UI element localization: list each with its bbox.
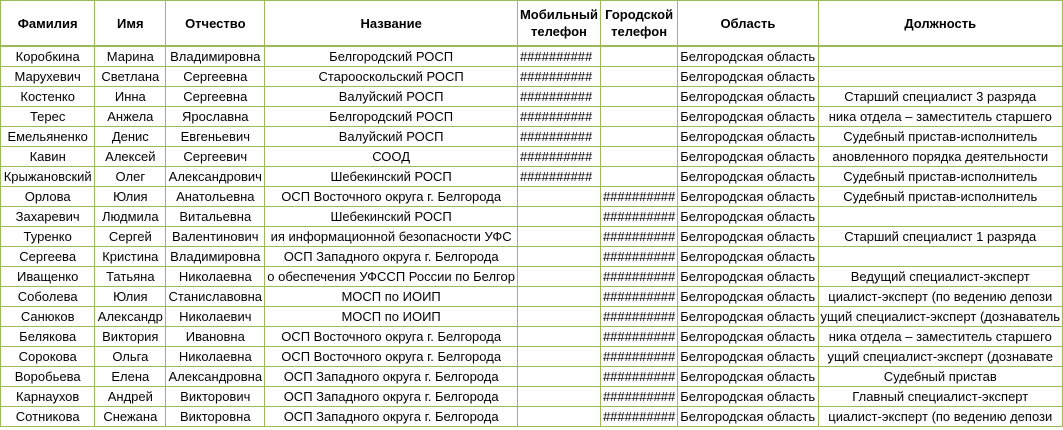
- mobile-phone-cell[interactable]: [517, 247, 600, 267]
- name-cell[interactable]: Денис: [95, 127, 166, 147]
- city-phone-cell[interactable]: ##########: [600, 367, 677, 387]
- region-cell[interactable]: Белгородская область: [678, 407, 818, 427]
- name-cell[interactable]: Алексей: [95, 147, 166, 167]
- position-cell[interactable]: циалист-эксперт (по ведению депози: [818, 407, 1062, 427]
- patronymic-cell[interactable]: Сергеевич: [166, 147, 265, 167]
- mobile-phone-cell[interactable]: ##########: [517, 67, 600, 87]
- mobile-phone-cell[interactable]: [517, 287, 600, 307]
- patronymic-cell[interactable]: Александровна: [166, 367, 265, 387]
- patronymic-cell[interactable]: Владимировна: [166, 247, 265, 267]
- table-row: [1, 287, 1063, 307]
- mobile-phone-cell[interactable]: ##########: [517, 127, 600, 147]
- city-phone-cell[interactable]: ##########: [600, 327, 677, 347]
- city-phone-cell[interactable]: ##########: [600, 307, 677, 327]
- header-cell[interactable]: Городской телефон: [600, 1, 677, 47]
- table-row: [1, 367, 1063, 387]
- table-row: [1, 327, 1063, 347]
- name-cell[interactable]: Елена: [95, 367, 166, 387]
- surname-cell[interactable]: Кавин: [1, 147, 95, 167]
- surname-cell[interactable]: Иващенко: [1, 267, 95, 287]
- name-cell[interactable]: Юлия: [95, 287, 166, 307]
- surname-cell[interactable]: Воробьева: [1, 367, 95, 387]
- name-cell[interactable]: Снежана: [95, 407, 166, 427]
- position-cell[interactable]: [818, 46, 1062, 67]
- position-cell[interactable]: ановленного порядка деятельности: [818, 147, 1062, 167]
- mobile-phone-cell[interactable]: ##########: [517, 87, 600, 107]
- header-row: [1, 1, 1063, 47]
- surname-cell[interactable]: Орлова: [1, 187, 95, 207]
- surname-cell[interactable]: Захаревич: [1, 207, 95, 227]
- name-cell[interactable]: Юлия: [95, 187, 166, 207]
- patronymic-cell[interactable]: Сергеевна: [166, 67, 265, 87]
- patronymic-cell[interactable]: Ярославна: [166, 107, 265, 127]
- patronymic-cell[interactable]: Николаевна: [166, 267, 265, 287]
- department-cell[interactable]: ОСП Восточного округа г. Белгорода: [265, 347, 518, 367]
- name-cell[interactable]: Анжела: [95, 107, 166, 127]
- city-phone-cell[interactable]: ##########: [600, 287, 677, 307]
- patronymic-cell[interactable]: Викторович: [166, 387, 265, 407]
- region-cell[interactable]: Белгородская область: [678, 327, 818, 347]
- surname-cell[interactable]: Коробкина: [1, 46, 95, 67]
- surname-cell[interactable]: Терес: [1, 107, 95, 127]
- name-cell[interactable]: Кристина: [95, 247, 166, 267]
- patronymic-cell[interactable]: Сергеевна: [166, 87, 265, 107]
- table-row: [1, 87, 1063, 107]
- department-cell[interactable]: Шебекинский РОСП: [265, 207, 518, 227]
- region-cell[interactable]: Белгородская область: [678, 387, 818, 407]
- position-cell[interactable]: [818, 207, 1062, 227]
- mobile-phone-cell[interactable]: [517, 367, 600, 387]
- header-cell[interactable]: Имя: [95, 1, 166, 47]
- mobile-phone-cell[interactable]: ##########: [517, 107, 600, 127]
- department-cell[interactable]: ОСП Восточного округа г. Белгорода: [265, 187, 518, 207]
- header-cell[interactable]: Мобильный телефон: [517, 1, 600, 47]
- city-phone-cell[interactable]: [600, 147, 677, 167]
- surname-cell[interactable]: Крыжановский: [1, 167, 95, 187]
- name-cell[interactable]: Инна: [95, 87, 166, 107]
- position-cell[interactable]: Судебный пристав-исполнитель: [818, 127, 1062, 147]
- department-cell[interactable]: Валуйский РОСП: [265, 87, 518, 107]
- department-cell[interactable]: Валуйский РОСП: [265, 127, 518, 147]
- header-cell[interactable]: Должность: [818, 1, 1062, 47]
- region-cell[interactable]: Белгородская область: [678, 67, 818, 87]
- table-row: [1, 407, 1063, 427]
- surname-cell[interactable]: Сергеева: [1, 247, 95, 267]
- name-cell[interactable]: Людмила: [95, 207, 166, 227]
- patronymic-cell[interactable]: Евгеньевич: [166, 127, 265, 147]
- department-cell[interactable]: ОСП Западного округа г. Белгорода: [265, 247, 518, 267]
- department-cell[interactable]: ОСП Восточного округа г. Белгорода: [265, 327, 518, 347]
- city-phone-cell[interactable]: [600, 46, 677, 67]
- department-cell[interactable]: Шебекинский РОСП: [265, 167, 518, 187]
- region-cell[interactable]: Белгородская область: [678, 46, 818, 67]
- mobile-phone-cell[interactable]: [517, 187, 600, 207]
- mobile-phone-cell[interactable]: [517, 227, 600, 247]
- table-row: [1, 227, 1063, 247]
- mobile-phone-cell[interactable]: ##########: [517, 167, 600, 187]
- name-cell[interactable]: Александр: [95, 307, 166, 327]
- surname-cell[interactable]: Карнаухов: [1, 387, 95, 407]
- city-phone-cell[interactable]: ##########: [600, 207, 677, 227]
- department-cell[interactable]: ия информационной безопасности УФС: [265, 227, 518, 247]
- patronymic-cell[interactable]: Станиславовна: [166, 287, 265, 307]
- city-phone-cell[interactable]: ##########: [600, 227, 677, 247]
- position-cell[interactable]: Старший специалист 1 разряда: [818, 227, 1062, 247]
- name-cell[interactable]: Олег: [95, 167, 166, 187]
- patronymic-cell[interactable]: Викторовна: [166, 407, 265, 427]
- patronymic-cell[interactable]: Владимировна: [166, 46, 265, 67]
- department-cell[interactable]: ОСП Западного округа г. Белгорода: [265, 367, 518, 387]
- region-cell[interactable]: Белгородская область: [678, 347, 818, 367]
- city-phone-cell[interactable]: [600, 107, 677, 127]
- region-cell[interactable]: Белгородская область: [678, 287, 818, 307]
- mobile-phone-cell[interactable]: [517, 347, 600, 367]
- department-cell[interactable]: МОСП по ИОИП: [265, 307, 518, 327]
- position-cell[interactable]: Судебный пристав: [818, 367, 1062, 387]
- surname-cell[interactable]: Марухевич: [1, 67, 95, 87]
- name-cell[interactable]: Светлана: [95, 67, 166, 87]
- position-cell[interactable]: Судебный пристав-исполнитель: [818, 167, 1062, 187]
- table-row: [1, 46, 1063, 67]
- department-cell[interactable]: Старооскольский РОСП: [265, 67, 518, 87]
- region-cell[interactable]: Белгородская область: [678, 207, 818, 227]
- surname-cell[interactable]: Сорокова: [1, 347, 95, 367]
- city-phone-cell[interactable]: ##########: [600, 407, 677, 427]
- region-cell[interactable]: Белгородская область: [678, 87, 818, 107]
- surname-cell[interactable]: Туренко: [1, 227, 95, 247]
- surname-cell[interactable]: Соболева: [1, 287, 95, 307]
- mobile-phone-cell[interactable]: [517, 407, 600, 427]
- department-cell[interactable]: СООД: [265, 147, 518, 167]
- region-cell[interactable]: Белгородская область: [678, 147, 818, 167]
- patronymic-cell[interactable]: Николаевна: [166, 347, 265, 367]
- region-cell[interactable]: Белгородская область: [678, 227, 818, 247]
- city-phone-cell[interactable]: ##########: [600, 267, 677, 287]
- mobile-phone-cell[interactable]: [517, 387, 600, 407]
- region-cell[interactable]: Белгородская область: [678, 367, 818, 387]
- city-phone-cell[interactable]: ##########: [600, 387, 677, 407]
- city-phone-cell[interactable]: [600, 87, 677, 107]
- name-cell[interactable]: Марина: [95, 46, 166, 67]
- department-cell[interactable]: о обеспечения УФССП России по Белгор: [265, 267, 518, 287]
- region-cell[interactable]: Белгородская область: [678, 127, 818, 147]
- position-cell[interactable]: Главный специалист-эксперт: [818, 387, 1062, 407]
- mobile-phone-cell[interactable]: [517, 327, 600, 347]
- table-row: [1, 307, 1063, 327]
- name-cell[interactable]: Виктория: [95, 327, 166, 347]
- position-cell[interactable]: Старший специалист 3 разряда: [818, 87, 1062, 107]
- city-phone-cell[interactable]: ##########: [600, 247, 677, 267]
- department-cell[interactable]: ОСП Западного округа г. Белгорода: [265, 387, 518, 407]
- region-cell[interactable]: Белгородская область: [678, 167, 818, 187]
- position-cell[interactable]: ника отдела – заместитель старшего: [818, 327, 1062, 347]
- position-cell[interactable]: ущий специалист-эксперт (дознавате: [818, 347, 1062, 367]
- surname-cell[interactable]: Костенко: [1, 87, 95, 107]
- position-cell[interactable]: [818, 247, 1062, 267]
- surname-cell[interactable]: Емельяненко: [1, 127, 95, 147]
- name-cell[interactable]: Андрей: [95, 387, 166, 407]
- header-cell[interactable]: Область: [678, 1, 818, 47]
- region-cell[interactable]: Белгородская область: [678, 247, 818, 267]
- table-row: [1, 267, 1063, 287]
- patronymic-cell[interactable]: Ивановна: [166, 327, 265, 347]
- position-cell[interactable]: Ведущий специалист-эксперт: [818, 267, 1062, 287]
- mobile-phone-cell[interactable]: [517, 207, 600, 227]
- position-cell[interactable]: ника отдела – заместитель старшего: [818, 107, 1062, 127]
- city-phone-cell[interactable]: ##########: [600, 187, 677, 207]
- table-row: [1, 207, 1063, 227]
- patronymic-cell[interactable]: Валентинович: [166, 227, 265, 247]
- surname-cell[interactable]: Сотникова: [1, 407, 95, 427]
- surname-cell[interactable]: Санюков: [1, 307, 95, 327]
- name-cell[interactable]: Ольга: [95, 347, 166, 367]
- position-cell[interactable]: [818, 67, 1062, 87]
- header-cell[interactable]: Отчество: [166, 1, 265, 47]
- table-row: [1, 167, 1063, 187]
- city-phone-cell[interactable]: [600, 167, 677, 187]
- header-cell[interactable]: Название: [265, 1, 518, 47]
- mobile-phone-cell[interactable]: [517, 267, 600, 287]
- mobile-phone-cell[interactable]: ##########: [517, 147, 600, 167]
- table-row: [1, 127, 1063, 147]
- patronymic-cell[interactable]: Анатольевна: [166, 187, 265, 207]
- position-cell[interactable]: ущий специалист-эксперт (дознаватель: [818, 307, 1062, 327]
- region-cell[interactable]: Белгородская область: [678, 107, 818, 127]
- name-cell[interactable]: Сергей: [95, 227, 166, 247]
- table-row: [1, 347, 1063, 367]
- department-cell[interactable]: Белгородский РОСП: [265, 107, 518, 127]
- position-cell[interactable]: Судебный пристав-исполнитель: [818, 187, 1062, 207]
- patronymic-cell[interactable]: Витальевна: [166, 207, 265, 227]
- region-cell[interactable]: Белгородская область: [678, 187, 818, 207]
- table-row: [1, 107, 1063, 127]
- name-cell[interactable]: Татьяна: [95, 267, 166, 287]
- city-phone-cell[interactable]: ##########: [600, 347, 677, 367]
- city-phone-cell[interactable]: [600, 127, 677, 147]
- surname-cell[interactable]: Белякова: [1, 327, 95, 347]
- header-cell[interactable]: Фамилия: [1, 1, 95, 47]
- department-cell[interactable]: МОСП по ИОИП: [265, 287, 518, 307]
- table-row: [1, 387, 1063, 407]
- table-row: [1, 67, 1063, 87]
- table-row: [1, 147, 1063, 167]
- region-cell[interactable]: Белгородская область: [678, 267, 818, 287]
- patronymic-cell[interactable]: Александрович: [166, 167, 265, 187]
- position-cell[interactable]: циалист-эксперт (по ведению депози: [818, 287, 1062, 307]
- region-cell[interactable]: Белгородская область: [678, 307, 818, 327]
- department-cell[interactable]: ОСП Западного округа г. Белгорода: [265, 407, 518, 427]
- table-body: [1, 46, 1063, 427]
- mobile-phone-cell[interactable]: ##########: [517, 46, 600, 67]
- city-phone-cell[interactable]: [600, 67, 677, 87]
- mobile-phone-cell[interactable]: [517, 307, 600, 327]
- table-row: [1, 247, 1063, 267]
- department-cell[interactable]: Белгородский РОСП: [265, 46, 518, 67]
- patronymic-cell[interactable]: Николаевич: [166, 307, 265, 327]
- table-row: [1, 187, 1063, 207]
